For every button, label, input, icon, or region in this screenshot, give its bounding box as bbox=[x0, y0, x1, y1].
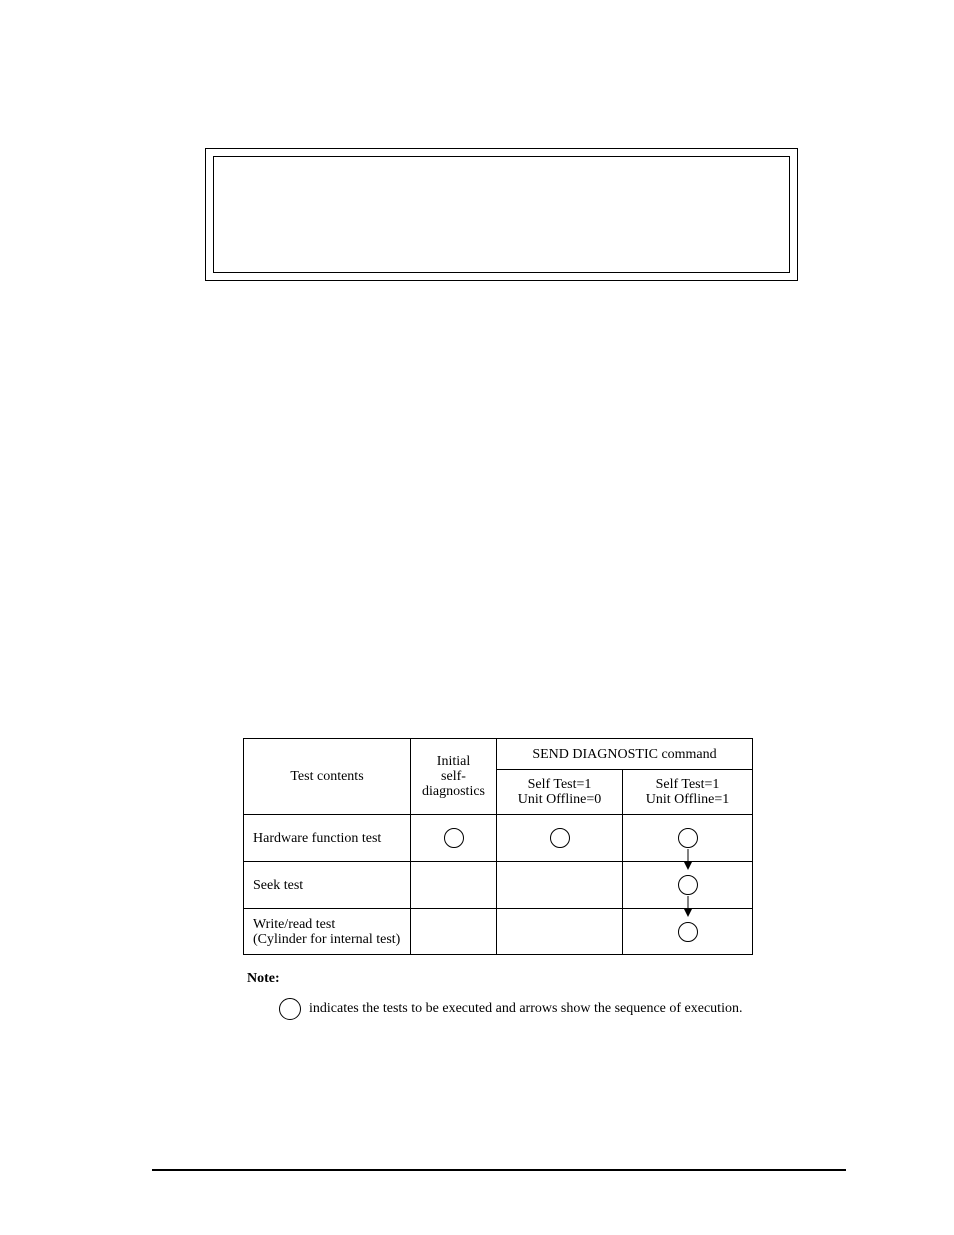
note-title: Note: bbox=[247, 971, 280, 986]
header-offline0-line-1: Self Test=1 bbox=[527, 777, 592, 792]
header-test-contents: Test contents bbox=[244, 739, 411, 815]
sequence-arrow-down-icon bbox=[684, 909, 692, 917]
footer-rule bbox=[152, 1169, 846, 1171]
note-legend bbox=[279, 998, 742, 1020]
row-label-line-2: (Cylinder for internal test) bbox=[253, 931, 401, 947]
header-unit-offline-0 bbox=[497, 770, 623, 815]
table-row bbox=[244, 815, 753, 862]
cell-offline-0 bbox=[497, 909, 623, 955]
sequence-arrow-line bbox=[687, 896, 688, 909]
diagnostics-table bbox=[243, 738, 753, 955]
cell-offline-0 bbox=[497, 815, 623, 862]
execute-circle-icon bbox=[678, 828, 698, 848]
legend-circle-icon bbox=[279, 998, 301, 1020]
header-offline0-line-2: Unit Offline=0 bbox=[517, 792, 602, 807]
cell-offline-1 bbox=[623, 909, 753, 955]
cell-offline-0 bbox=[497, 862, 623, 909]
execute-circle-icon bbox=[678, 875, 698, 895]
execute-circle-icon bbox=[678, 922, 698, 942]
row-label: Hardware function test bbox=[244, 815, 411, 862]
notice-box bbox=[205, 148, 798, 281]
note-text: indicates the tests to be executed and arrows show the sequence of execution. bbox=[309, 1001, 743, 1016]
header-offline1-line-2: Unit Offline=1 bbox=[645, 792, 730, 807]
execute-circle-icon bbox=[550, 828, 570, 848]
header-offline1-line-1: Self Test=1 bbox=[655, 777, 720, 792]
header-send-diagnostic: SEND DIAGNOSTIC command bbox=[497, 739, 753, 770]
execute-circle-icon bbox=[444, 828, 464, 848]
cell-initial bbox=[411, 909, 497, 955]
sequence-arrow-line bbox=[687, 849, 688, 862]
header-initial-self-diagnostics bbox=[411, 739, 497, 815]
table-row bbox=[244, 862, 753, 909]
header-unit-offline-1 bbox=[623, 770, 753, 815]
row-label-line-1: Write/read test bbox=[253, 916, 336, 932]
table-row bbox=[244, 909, 753, 955]
cell-initial bbox=[411, 815, 497, 862]
row-label bbox=[244, 909, 411, 955]
cell-offline-1 bbox=[623, 815, 753, 862]
cell-initial bbox=[411, 862, 497, 909]
header-initial-line-2: self- bbox=[441, 769, 466, 784]
header-initial-line-1: Initial bbox=[436, 754, 471, 769]
row-label: Seek test bbox=[244, 862, 411, 909]
notice-box-inner bbox=[213, 156, 790, 273]
cell-offline-1 bbox=[623, 862, 753, 909]
sequence-arrow-down-icon bbox=[684, 862, 692, 870]
header-initial-line-3: diagnostics bbox=[422, 784, 485, 799]
